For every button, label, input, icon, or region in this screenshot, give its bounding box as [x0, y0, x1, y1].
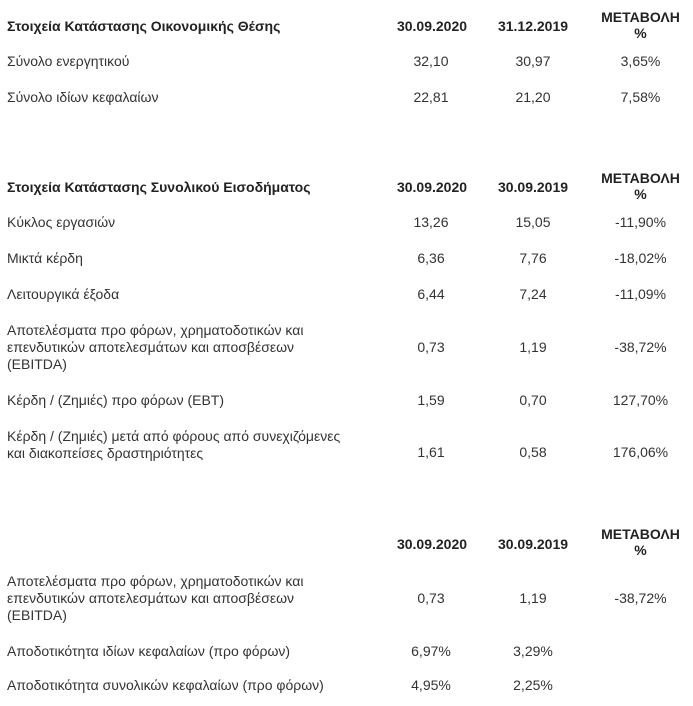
row-value-change: -11,90%: [614, 213, 667, 230]
row-value-period-2: 7,24: [519, 285, 547, 302]
row-value-period-2: 15,05: [515, 213, 551, 230]
row-value-period-2: 2,25%: [513, 676, 553, 693]
table-row: [0, 417, 693, 473]
row-label: Λειτουργικά έξοδα: [7, 285, 120, 302]
table-row: [0, 276, 693, 312]
row-value-change: [580, 668, 693, 702]
column-header-change: [580, 9, 693, 43]
table-header-row: [0, 526, 693, 562]
row-value-change: 127,70%: [612, 391, 669, 408]
row-value-change: 7,58%: [620, 88, 661, 105]
table-row: [0, 312, 693, 383]
row-value-period-1: 6,36: [417, 249, 445, 266]
column-header-change: [580, 526, 693, 562]
financial-position-table: [0, 9, 693, 115]
row-label: Μικτά κέρδη: [7, 249, 83, 266]
column-header-change: [580, 170, 693, 204]
section-title: Στοιχεία Κατάστασης Συνολικού Εισοδήματος: [7, 178, 311, 195]
column-header-period-1: 30.09.2020: [396, 178, 468, 195]
row-value-change: -38,72%: [614, 589, 667, 606]
row-value-period-2: 7,76: [519, 249, 547, 266]
row-value-change: [580, 634, 693, 668]
table-header-row: [0, 9, 693, 43]
table-row: [0, 668, 693, 702]
row-value-period-2: 0,58: [519, 443, 547, 460]
table-row: [0, 204, 693, 240]
row-value-period-1: 1,59: [417, 391, 445, 408]
row-label: [0, 417, 372, 473]
row-value-change: 3,65%: [620, 52, 661, 69]
column-header-period-2: 30.09.2019: [497, 178, 569, 195]
row-label-line: και διακοπείσες δραστηριότητες: [7, 445, 204, 461]
table-row: [0, 240, 693, 276]
table-row: [0, 562, 693, 634]
row-value-period-1: 6,97%: [411, 642, 451, 659]
column-header-period-1: 30.09.2020: [396, 17, 468, 34]
row-value-period-1: 22,81: [413, 88, 449, 105]
change-header-text: ΜΕΤΑΒΟΛΗ: [601, 9, 680, 25]
change-header-text: ΜΕΤΑΒΟΛΗ: [601, 526, 680, 542]
row-value-period-2: 1,19: [519, 339, 547, 355]
change-header-percent: %: [634, 542, 647, 558]
row-label-line: Κέρδη / (Ζημιές) μετά από φόρους από συνεχιζόμενες: [7, 428, 341, 444]
row-label: Σύνολο ιδίων κεφαλαίων: [7, 88, 159, 105]
table-row: [0, 383, 693, 417]
row-value-period-2: 1,19: [519, 589, 547, 606]
row-value-period-1: 32,10: [413, 52, 449, 69]
table-row: [0, 634, 693, 668]
row-label-line: επενδυτικών αποτελεσμάτων και αποσβέσεων: [7, 589, 294, 606]
column-header-period-2: 31.12.2019: [497, 17, 569, 34]
section-title: [0, 526, 372, 562]
column-header-period-1: 30.09.2020: [396, 535, 468, 552]
row-label: [0, 562, 372, 634]
table-row: [0, 79, 693, 115]
change-header-percent: %: [634, 186, 647, 202]
row-value-change: -18,02%: [614, 249, 667, 266]
row-value-period-1: 0,73: [417, 589, 445, 606]
row-value-period-2: 30,97: [515, 52, 551, 69]
row-label-line: Αποτελέσματα προ φόρων, χρηματοδοτικών και: [7, 572, 304, 589]
table-header-row: [0, 170, 693, 204]
section-title: Στοιχεία Κατάστασης Οικονομικής Θέσης: [7, 17, 281, 34]
row-label-line: (EBITDA): [7, 606, 67, 623]
row-label: [0, 312, 372, 383]
comprehensive-income-table: [0, 170, 693, 473]
table-row: [0, 43, 693, 79]
row-value-period-2: 21,20: [515, 88, 551, 105]
row-value-change: -38,72%: [614, 339, 667, 355]
row-value-period-1: 1,61: [417, 443, 445, 460]
row-value-period-1: 13,26: [413, 213, 449, 230]
row-label: Αποδοτικότητα συνολικών κεφαλαίων (προ φόρων): [7, 676, 324, 693]
column-header-period-2: 30.09.2019: [497, 535, 569, 552]
row-value-period-1: 6,44: [417, 285, 445, 302]
row-value-change: -11,09%: [614, 285, 667, 302]
change-header-text: ΜΕΤΑΒΟΛΗ: [601, 170, 680, 186]
row-label-line: (EBITDA): [7, 356, 67, 372]
ratios-table: [0, 526, 693, 702]
row-value-change: 176,06%: [612, 443, 669, 460]
row-value-period-2: 0,70: [519, 391, 547, 408]
row-label: Κύκλος εργασιών: [7, 213, 116, 230]
row-value-period-1: 4,95%: [411, 676, 451, 693]
row-label: Αποδοτικότητα ιδίων κεφαλαίων (προ φόρων): [7, 642, 291, 659]
row-value-period-2: 3,29%: [513, 642, 553, 659]
row-value-period-1: 0,73: [417, 339, 445, 355]
row-label-line: επενδυτικών αποτελεσμάτων και αποσβέσεων: [7, 339, 294, 355]
row-label: Σύνολο ενεργητικού: [7, 52, 130, 69]
row-label: Κέρδη / (Ζημιές) προ φόρων (EBT): [7, 391, 225, 408]
row-label-line: Αποτελέσματα προ φόρων, χρηματοδοτικών και: [7, 322, 304, 338]
change-header-percent: %: [634, 25, 647, 41]
